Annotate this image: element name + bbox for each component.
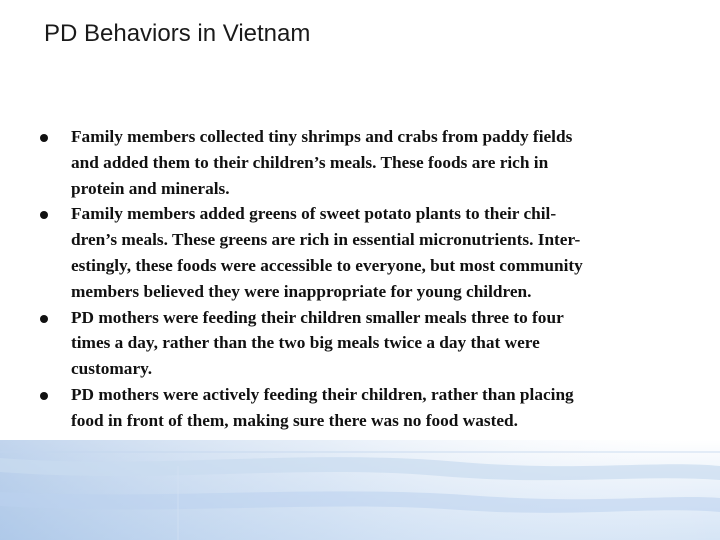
- bullet-text-line: and added them to their children’s meals. These foods are rich in: [71, 152, 549, 172]
- bullet-list: [36, 124, 704, 434]
- bullet-item: [36, 201, 704, 304]
- bullet-text-line: members believed they were inappropriate for young children.: [71, 281, 532, 301]
- slide-title: PD Behaviors in Vietnam: [44, 20, 311, 47]
- bullet-text-line: dren’s meals. These greens are rich in essential micronutrients. Inter-: [71, 230, 581, 250]
- bullet-text-line: Family members collected tiny shrimps and crabs from paddy fields: [71, 127, 573, 146]
- bullet-dot-icon: [40, 392, 48, 400]
- bullet-text-line: Family members added greens of sweet potato plants to their chil-: [71, 204, 557, 224]
- bullet-dot-icon: [40, 134, 48, 142]
- bullet-text-line: estingly, these foods were accessible to everyone, but most community: [71, 255, 583, 275]
- footer-wave-decoration: [0, 440, 720, 540]
- bullet-item: [36, 305, 704, 382]
- bullet-text-line: protein and minerals.: [71, 178, 230, 198]
- bullet-dot-icon: [40, 211, 48, 219]
- bullet-item: [36, 382, 704, 434]
- bullet-text-line: customary.: [71, 359, 153, 379]
- bullet-text-line: times a day, rather than the two big meals twice a day that were: [71, 333, 540, 353]
- footer-left-glow: [0, 440, 720, 540]
- bullet-text-line: PD mothers were feeding their children smaller meals three to four: [71, 307, 564, 327]
- bullet-text-line: food in front of them, making sure there was no food wasted.: [71, 410, 518, 430]
- bullet-dot-icon: [40, 315, 48, 323]
- bullet-item: [36, 124, 704, 201]
- bullet-text-line: PD mothers were actively feeding their children, rather than placing: [71, 384, 574, 404]
